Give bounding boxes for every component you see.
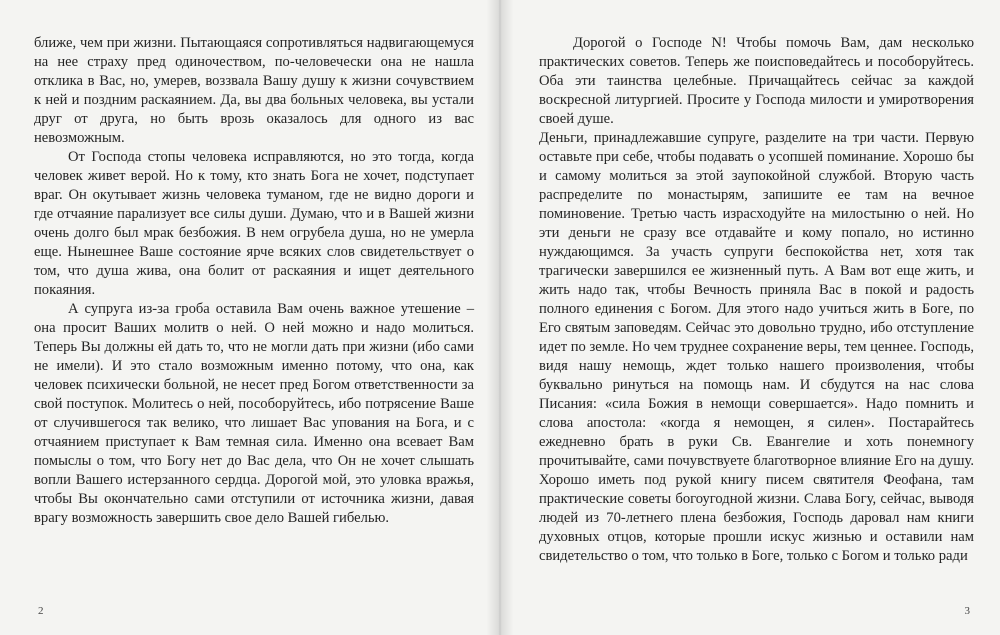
page-number: 3 (964, 605, 970, 617)
right-page (500, 0, 1000, 635)
paragraph-text: Дорогой о Господе N! Чтобы помочь Вам, дам несколько практических советов. Теперь же поисповедайтесь и пособоруйтесь. Оба эти таинства целебные. Причащайтесь сейчас за каждой воскресной литургией. Просите у Господа милости и умиротворения своей душе. (539, 35, 974, 127)
paragraph: ближе, чем при жизни. Пытающаяся сопротивляться надвигающемуся на нее страху пред одиночеством, по-человечески она не нашла отклика в Вас, но, умерев, воззвала Вашу душу к жизни сочувствием к ней и поздним раскаянием. Да, вы два больных человека, вы устали друг от друга, но быть врозь оказалось для одного из вас невозможным. (34, 35, 474, 146)
paragraph (34, 300, 474, 528)
page-number: 2 (38, 605, 44, 617)
paragraph: Деньги, принадлежавшие супруге, разделите на три части. Первую оставьте при себе, чтобы подавать о усопшей поминание. Хорошо бы и самому молиться за этой заупокойной службой. Вторую часть распределите по монастырям, запишите ее там на вечное поминовение. Третью часть израсходуйте на милостыню о ней. Но эти деньги не сразу все отдавайте и кому попало, но истинно нуждающимся. За участь супруги беспокойства нет, хотя так трагически завершился ее жизненный путь. А Вам вот еще жить, и жить надо так, чтобы Вечность приняла Вас в покой и радость полного единения с Богом. Для этого надо учиться жить в Боге, по Его святым заповедям. Сейчас это довольно трудно, ибо отступление идет по земле. Но чем труднее сохранение веры, тем ценнее. Господь, видя нашу немощь, ждет только нашего произволения, чтобы буквально ринуться на помощь нам. И сбудутся на нас слова Писания: «сила Божия в немощи совершается». Надо помнить и слова апостола: «когда я немощен, я силен». Постарайтесь ежедневно брать в руки Св. Евангелие и хоть понемногу прочитывайте, сами почувствуете благотворное влияние Его на душу. Хорошо иметь под рукой книгу писем святителя Феофана, там практические советы богоугодной жизни. Слава Богу, сейчас, выводя людей из 70-летнего плена безбожия, Господь даровал нам книги духовных отцов, которые прошли искус жизнью и оставили нам свидетельство о том, что только в Боге, только с Богом и только ради (539, 130, 974, 564)
paragraph (539, 34, 974, 129)
paragraph-text: От Господа стопы человека исправляются, но это тогда, когда человек живет верой. Но к тому, кто знать Бога не хочет, подступает враг. Он окутывает жизнь человека туманом, где не видно дороги и где отчаяние парализует все силы души. Думаю, что и в Вашей жизни очень долго был мрак безбожия. В нем огрубела душа, но не умерла еще. Нынешнее Ваше состояние ярче всяких слов свидетельствует о том, что душа жива, она болит от раскаяния и ищет деятельного покаяния. (34, 149, 474, 298)
paragraph-text: А супруга из-за гроба оставила Вам очень важное утешение – она просит Ваших молитв о ней. О ней можно и надо молиться. Теперь Вы должны ей дать то, что не могли дать при жизни (ибо сами не имели). И это стало возможным именно потому, что она, как человек психически больной, не несет пред Богом ответственности за свой поступок. Молитесь о ней, пособоруйтесь, ибо потрясение Ваше от случившегося так велико, что лишает Вас упования на Бога, и с отчаянием приступает к Вам темная сила. Именно она всевает Вам помыслы о том, что Богу нет до Вас дела, что Он не хочет слышать вопли Вашего истерзанного сердца. Дорогой мой, это уловка вражья, чтобы Вы окончательно сами отступили от источника жизни, давая врагу возможность завершить свое дело Вашей гибелью. (34, 301, 474, 526)
paragraph (34, 148, 474, 300)
